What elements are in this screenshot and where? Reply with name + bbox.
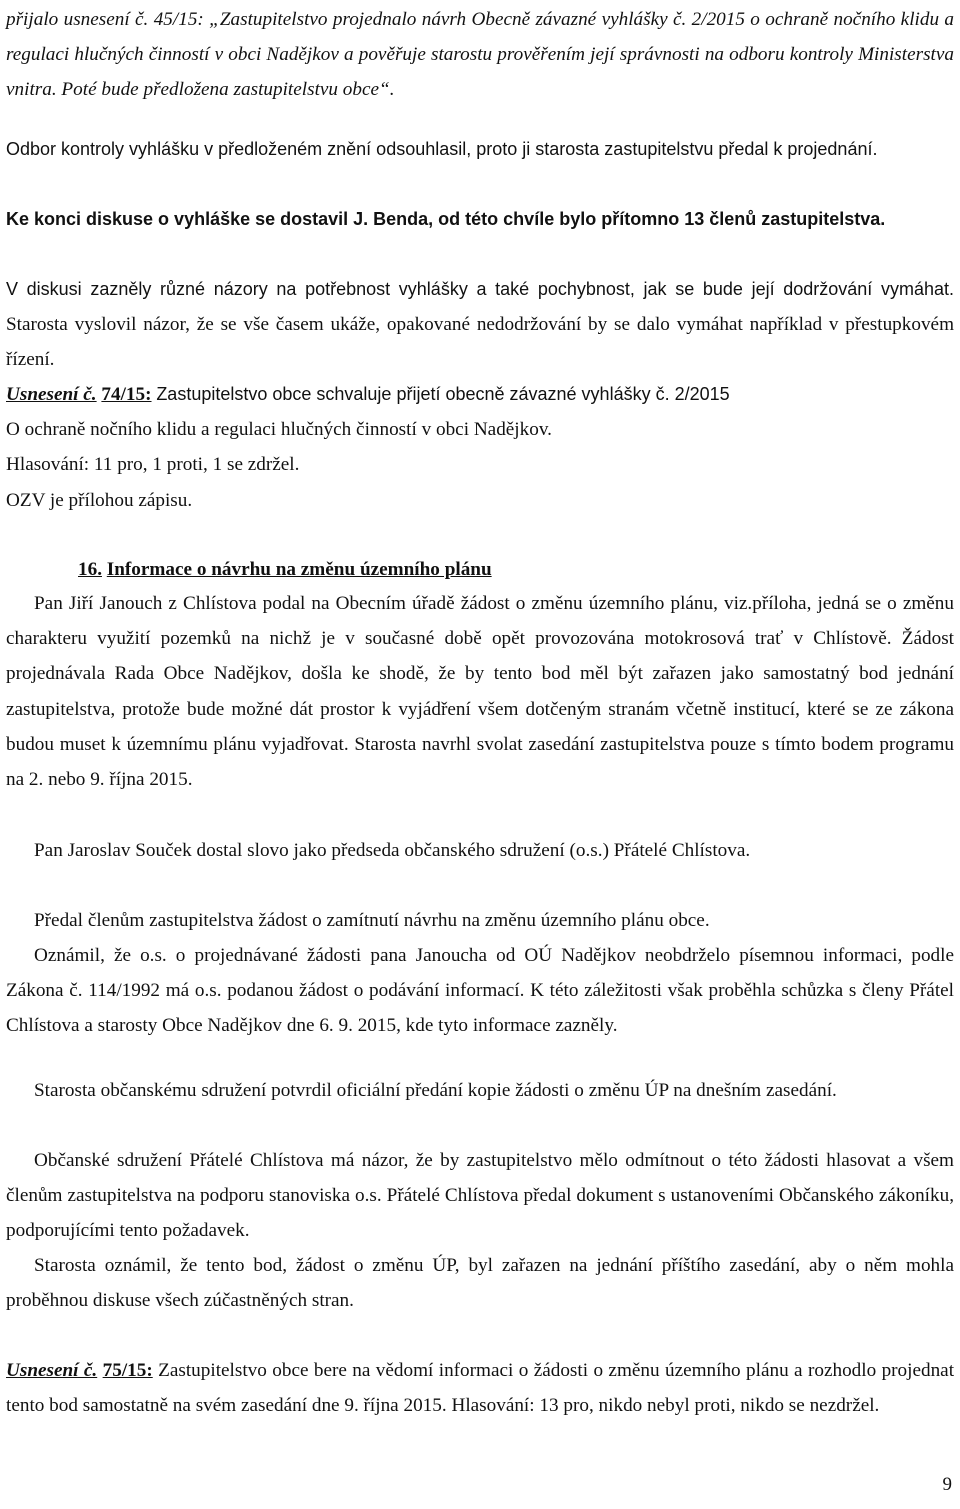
paragraph-control-approval: Odbor kontroly vyhlášku v předloženém znění odsouhlasil, proto ji starosta zastupitelstvu předal k projednání. <box>6 139 878 159</box>
paragraph-benda-arrival: Ke konci diskuse o vyhláške se dostavil J. Benda, od této chvíle bylo přítomno 13 členů zastupitelstva. <box>6 209 886 229</box>
resolution-74-line2: O ochraně nočního klidu a regulaci hlučných činností v obci Nadějkov. <box>6 419 552 441</box>
resolution-75-label: Usnesení č. <box>6 1360 98 1381</box>
paragraph-copy-confirmation: Starosta občanskému sdružení potvrdil oficiální předání kopie žádosti o změnu ÚP na dnešním zasedání. <box>34 1080 837 1101</box>
discussion-serif-text: Starosta vyslovil názor, že se vše časem ukáže, opakované nedodržování by se dalo vymáhat například v přestupkovém řízení. <box>6 314 954 371</box>
paragraph-discussion <box>6 272 954 378</box>
paragraph-handover: Předal členům zastupitelstva žádost o zamítnutí návrhu na změnu územního plánu obce. <box>34 910 710 931</box>
paragraph-next-meeting: Starosta oznámil, že tento bod, žádost o změnu ÚP, byl zařazen na jednání příštího zasedání, aby o něm mohla proběhnou diskuse všech zúčastněných stran. <box>6 1255 954 1312</box>
quoted-resolution-text: přijalo usnesení č. 45/15: „Zastupitelstvo projednalo návrh Obecně závazné vyhlášky č. 2/2015 o ochraně nočního klidu a regulaci hlučných činností v obci Nadějkov a pověřuje starostu prověřením její správnosti na odboru kontroly Ministerstva vnitra. Poté bude předložena zastupitelstvu obce“. <box>6 9 954 101</box>
quoted-resolution-45 <box>6 2 954 108</box>
discussion-sans-text: V diskusi zazněly různé názory na potřebnost vyhlášky a také pochybnost, jak se bude její dodržování vymáhat. <box>6 279 954 299</box>
paragraph-association-opinion: Občanské sdružení Přátelé Chlístova má názor, že by zastupitelstvo mělo odmítnout o této žádosti hlasovat a všem členům zastupitelstva na podporu stanoviska o.s. Přátelé Chlístova předal dokument s ustanoveními Občanského zákoníku, podporujícími tento požadavek. <box>6 1150 954 1242</box>
section-16-heading <box>78 552 492 587</box>
resolution-74-label: Usnesení č. <box>6 384 97 405</box>
resolution-74-votes: Hlasování: 11 pro, 1 proti, 1 se zdržel. <box>6 454 300 476</box>
paragraph-janouch-request: Pan Jiří Janouch z Chlístova podal na Obecním úřadě žádost o změnu územního plánu, viz.příloha, jedná se o změnu charakteru využití pozemků na nichž je v současné době opět provozována motokrosová trať v Chlístově. Žádost projednávala Rada Obce Nadějkov, došla ke shodě, že by tento bod měl být zařazen jako samostatný bod jednání zastupitelstva, protože bude možné dát prostor k vyjádření všem dotčeným stranám včetně institucí, které se ze zákona budou muset k územnímu plánu vyjadřovat. Starosta navrhl svolat zasedání zastupitelstva pouze s tímto bodem programu na 2. nebo 9. října 2015. <box>6 593 954 791</box>
section-16-title: Informace o návrhu na změnu územního plánu <box>106 559 492 580</box>
section-16-number: 16. <box>78 559 102 580</box>
resolution-74-number: 74/15: <box>101 384 152 405</box>
resolution-74-attachment: OZV je přílohou zápisu. <box>6 489 193 511</box>
page-number: 9 <box>942 1474 952 1495</box>
paragraph-soucek: Pan Jaroslav Souček dostal slovo jako předseda občanského sdružení (o.s.) Přátelé Chlístova. <box>34 840 751 861</box>
resolution-75 <box>6 1353 954 1423</box>
resolution-74-text: Zastupitelstvo obce schvaluje přijetí obecně závazné vyhlášky č. 2/2015 <box>156 384 730 404</box>
resolution-75-text: Zastupitelstvo obce bere na vědomí informaci o žádosti o změnu územního plánu a rozhodlo projednat tento bod samostatně na svém zasedání dne 9. října 2015. Hlasování: 13 pro, nikdo nebyl proti, nikdo se nezdržel. <box>6 1360 955 1417</box>
resolution-75-number: 75/15: <box>102 1360 153 1381</box>
resolution-74 <box>6 377 954 518</box>
paragraph-information-request: Oznámil, že o.s. o projednávané žádosti pana Janoucha od OÚ Nadějkov neobdrželo písemnou informaci, podle Zákona č. 114/1992 má o.s. podanou žádost o podávání informací. K této záležitosti však proběhla schůzka s členy Přátel Chlístova a starosty Obce Nadějkov dne 6. 9. 2015, kde tyto informace zazněly. <box>6 945 954 1037</box>
